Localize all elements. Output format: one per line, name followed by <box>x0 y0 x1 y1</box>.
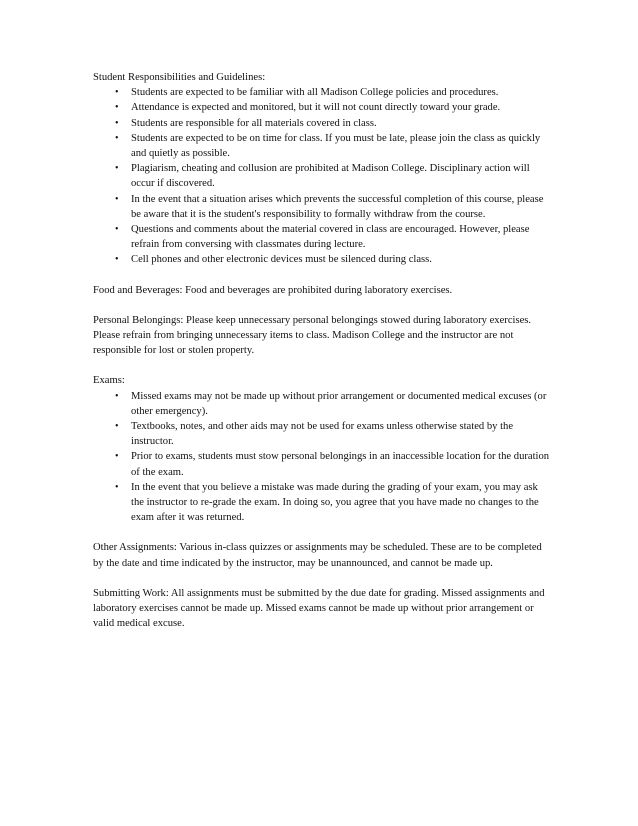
responsibility-text: Students are responsible for all materials covered in class. <box>131 117 377 129</box>
responsibility-text: Attendance is expected and monitored, but it will not count directly toward your grade. <box>131 102 501 114</box>
bullet-icon: • <box>115 421 119 433</box>
responsibility-text: Cell phones and other electronic devices must be silenced during class. <box>131 254 432 266</box>
bullet-icon: • <box>115 163 119 175</box>
exam-text: Missed exams may not be made up without prior arrangement or documented medical excuses (or other emergency). <box>131 390 547 417</box>
bullet-icon: • <box>115 390 119 402</box>
submitting-work-paragraph: Submitting Work: All assignments must be submitted by the due date for grading. Missed assignments and laboratory exercises cannot be made up. Missed exams cannot be made up without prior arrangement or valid medical excuse. <box>93 587 545 630</box>
exam-text: Prior to exams, students must stow personal belongings in an inaccessible location for the duration of the exam. <box>131 451 550 478</box>
bullet-icon: • <box>115 102 119 114</box>
responsibility-item <box>93 252 553 267</box>
exam-item <box>93 480 553 526</box>
responsibilities-heading: Student Responsibilities and Guidelines: <box>93 72 266 83</box>
exam-item <box>93 419 553 449</box>
exam-text: Textbooks, notes, and other aids may not be used for exams unless otherwise stated by the instructor. <box>131 421 514 448</box>
bullet-icon: • <box>115 193 119 205</box>
bullet-icon: • <box>115 117 119 129</box>
exams-heading: Exams: <box>93 375 125 387</box>
food-paragraph: Food and Beverages: Food and beverages are prohibited during laboratory exercises. <box>93 284 453 296</box>
document-page <box>93 70 553 647</box>
responsibility-item <box>93 85 553 100</box>
exams-section <box>93 373 553 525</box>
responsibility-item <box>93 222 553 252</box>
exam-text: In the event that you believe a mistake was made during the grading of your exam, you may ask the instructor to re-grade the exam. In doing so, you agree that you have made no changes to the exam after it was returned. <box>131 481 539 524</box>
responsibility-text: Plagiarism, cheating and collusion are prohibited at Madison College. Disciplinary action will occur if discovered. <box>131 163 530 190</box>
bullet-icon: • <box>115 87 119 99</box>
responsibility-item <box>93 100 553 115</box>
exam-item <box>93 389 553 419</box>
other-assignments-paragraph: Other Assignments: Various in-class quizzes or assignments may be scheduled. These are to be completed by the date and time indicated by the instructor, may be unannounced, and cannot be made up. <box>93 542 542 569</box>
exams-list <box>93 389 553 526</box>
responsibility-item <box>93 192 553 222</box>
bullet-icon: • <box>115 132 119 144</box>
responsibilities-section <box>93 70 553 268</box>
bullet-icon: • <box>115 224 119 236</box>
responsibility-text: Students are expected to be familiar with all Madison College policies and procedures. <box>131 87 499 99</box>
responsibility-item <box>93 161 553 191</box>
bullet-icon: • <box>115 451 119 463</box>
exam-item <box>93 449 553 479</box>
bullet-icon: • <box>115 481 119 493</box>
responsibility-text: In the event that a situation arises which prevents the successful completion of this course, please be aware that it is the student's responsibility to formally withdraw from the course. <box>131 193 544 220</box>
responsibility-item <box>93 131 553 161</box>
responsibility-text: Students are expected to be on time for class. If you must be late, please join the class as quickly and quietly as possible. <box>131 132 541 160</box>
bullet-icon: • <box>115 254 119 266</box>
responsibilities-list <box>93 85 553 267</box>
belongings-paragraph: Personal Belongings: Please keep unnecessary personal belongings stowed during laboratory exercises. Please refrain from bringing unnecessary items to class. Madison College and the instructor are not responsible for lost or stolen property. <box>93 314 532 357</box>
responsibility-item <box>93 116 553 131</box>
responsibility-text: Questions and comments about the material covered in class are encouraged. However, please refrain from conversing with classmates during lecture. <box>131 224 530 251</box>
